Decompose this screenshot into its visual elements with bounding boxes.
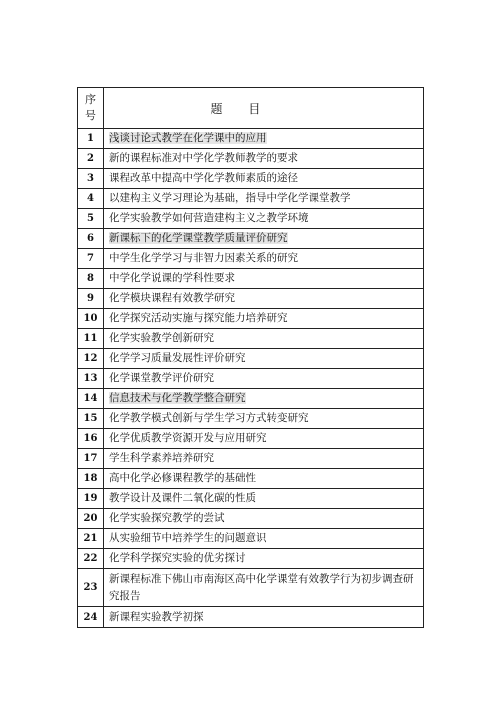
table-header-row (78, 88, 424, 129)
row-title: 新的课程标准对中学化学教师教学的要求 (109, 152, 298, 164)
column-header-title-label: 题 目 (210, 101, 263, 116)
table-row (78, 489, 424, 509)
table-row (78, 509, 424, 529)
table-row (78, 529, 424, 549)
table-row (78, 149, 424, 169)
row-title-cell (104, 489, 424, 509)
row-title: 中学化学说课的学科性要求 (109, 272, 235, 284)
row-title-cell (104, 429, 424, 449)
row-title-cell (104, 269, 424, 289)
row-number: 23 (78, 569, 104, 607)
row-title-cell (104, 349, 424, 369)
table-body (78, 129, 424, 628)
row-number: 2 (78, 149, 104, 169)
row-number: 14 (78, 389, 104, 409)
table-row (78, 269, 424, 289)
row-number: 12 (78, 349, 104, 369)
topic-table (77, 87, 424, 628)
row-title-cell (104, 129, 424, 149)
row-title-cell (104, 289, 424, 309)
table-row (78, 409, 424, 429)
topic-table-container (77, 87, 423, 628)
row-title: 化学实验教学创新研究 (109, 332, 214, 344)
table-row (78, 189, 424, 209)
row-number: 24 (78, 607, 104, 628)
row-title: 化学教学模式创新与学生学习方式转变研究 (109, 412, 309, 424)
row-number: 5 (78, 209, 104, 229)
row-title: 化学实验探究教学的尝试 (109, 512, 225, 524)
row-title-cell (104, 569, 424, 607)
column-header-title (104, 88, 424, 129)
table-row (78, 349, 424, 369)
row-number: 13 (78, 369, 104, 389)
column-header-number (78, 88, 104, 129)
row-title-cell (104, 509, 424, 529)
table-row (78, 569, 424, 607)
row-number: 21 (78, 529, 104, 549)
row-number: 18 (78, 469, 104, 489)
row-title: 新课标下的化学课堂教学质量评价研究 (109, 232, 288, 244)
table-row (78, 249, 424, 269)
row-title-cell (104, 149, 424, 169)
row-title: 化学探究活动实施与探究能力培养研究 (109, 312, 288, 324)
row-title-cell (104, 409, 424, 429)
row-title-cell (104, 529, 424, 549)
row-title: 以建构主义学习理论为基础，指导中学化学课堂教学 (109, 192, 351, 204)
row-title: 化学模块课程有效教学研究 (109, 292, 235, 304)
row-title-cell (104, 607, 424, 628)
row-number: 15 (78, 409, 104, 429)
row-number: 6 (78, 229, 104, 249)
row-title: 新课程实验教学初探 (109, 610, 204, 623)
row-title: 化学实验教学如何营造建构主义之教学环境 (109, 212, 309, 224)
row-title: 高中化学必修课程教学的基础性 (109, 472, 256, 484)
row-number: 8 (78, 269, 104, 289)
row-title-cell (104, 389, 424, 409)
row-title-cell (104, 309, 424, 329)
table-row (78, 389, 424, 409)
row-title: 学生科学素养培养研究 (109, 452, 214, 464)
row-title: 新课程标准下佛山市南海区高中化学课堂有效教学行为初步调查研究报告 (109, 572, 414, 602)
row-title: 信息技术与化学教学整合研究 (109, 392, 246, 404)
row-title-cell (104, 469, 424, 489)
row-title-cell (104, 369, 424, 389)
row-title-cell (104, 249, 424, 269)
table-row (78, 289, 424, 309)
row-title-cell (104, 549, 424, 569)
row-title: 化学学习质量发展性评价研究 (109, 352, 246, 364)
row-number: 11 (78, 329, 104, 349)
table-row (78, 169, 424, 189)
row-title: 化学课堂教学评价研究 (109, 372, 214, 384)
row-number: 1 (78, 129, 104, 149)
row-title: 中学生化学学习与非智力因素关系的研究 (109, 252, 298, 264)
row-number: 16 (78, 429, 104, 449)
row-title: 教学设计及课件二氧化碳的性质 (109, 492, 256, 504)
row-title-cell (104, 189, 424, 209)
table-row (78, 607, 424, 628)
row-title: 化学优质教学资源开发与应用研究 (109, 432, 267, 444)
table-row (78, 329, 424, 349)
row-number: 9 (78, 289, 104, 309)
row-title-cell (104, 229, 424, 249)
row-number: 20 (78, 509, 104, 529)
table-row (78, 129, 424, 149)
table-row (78, 449, 424, 469)
table-row (78, 229, 424, 249)
row-number: 17 (78, 449, 104, 469)
row-title-cell (104, 449, 424, 469)
table-row (78, 469, 424, 489)
row-title-cell (104, 209, 424, 229)
row-number: 22 (78, 549, 104, 569)
column-header-number-label: 序 号 (85, 93, 96, 122)
row-number: 10 (78, 309, 104, 329)
row-title: 课程改革中提高中学化学教师素质的途径 (109, 172, 298, 184)
row-title: 浅谈讨论式教学在化学课中的应用 (109, 132, 267, 144)
row-title-cell (104, 329, 424, 349)
row-number: 19 (78, 489, 104, 509)
table-row (78, 209, 424, 229)
table-row (78, 369, 424, 389)
row-title: 从实验细节中培养学生的问题意识 (109, 532, 267, 544)
table-row (78, 429, 424, 449)
table-row (78, 309, 424, 329)
row-number: 3 (78, 169, 104, 189)
row-title-cell (104, 169, 424, 189)
table-row (78, 549, 424, 569)
row-title: 化学科学探究实验的优劣探讨 (109, 552, 246, 564)
row-number: 4 (78, 189, 104, 209)
row-number: 7 (78, 249, 104, 269)
